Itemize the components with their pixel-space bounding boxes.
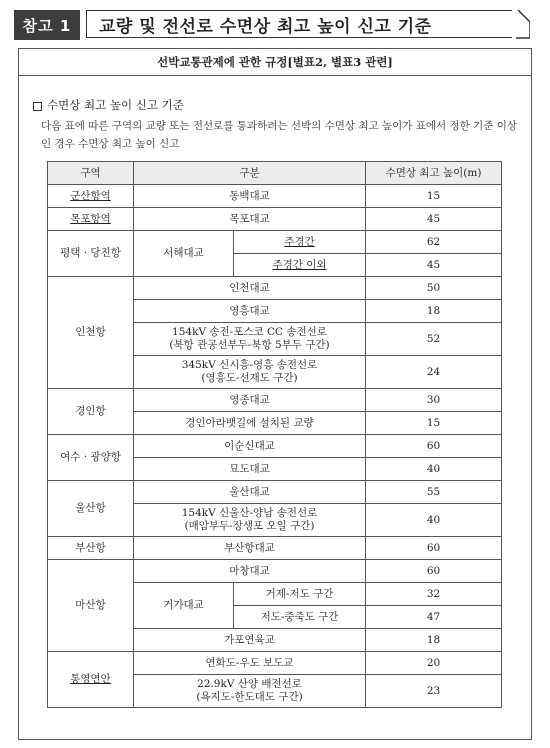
facility-cell [134, 675, 366, 708]
height-cell: 40 [366, 504, 502, 537]
content-frame [18, 48, 532, 740]
facility-cell [134, 356, 366, 389]
area-cell: 울산항 [48, 481, 134, 537]
table-row [48, 560, 502, 583]
facility-cell: 인천대교 [134, 277, 366, 300]
height-cell: 60 [366, 435, 502, 458]
table-row [48, 435, 502, 458]
section-text: 주경간 이외 [272, 258, 327, 271]
height-cell: 60 [366, 537, 502, 560]
facility-cell: 영흥대교 [134, 300, 366, 323]
facility-cell: 울산대교 [134, 481, 366, 504]
height-cell: 24 [366, 356, 502, 389]
area-cell: 부산항 [48, 537, 134, 560]
height-cell: 55 [366, 481, 502, 504]
area-cell: 마산항 [48, 560, 134, 652]
table-row [48, 389, 502, 412]
facility-cell: 목포대교 [134, 208, 366, 231]
height-cell: 32 [366, 583, 502, 606]
table-row [48, 537, 502, 560]
header-bar [14, 10, 534, 42]
col-header-type: 구분 [134, 162, 366, 185]
facility-cell: 동백대교 [134, 185, 366, 208]
reference-tag: 참고 1 [14, 10, 80, 40]
height-cell: 18 [366, 300, 502, 323]
facility-cell: 영종대교 [134, 389, 366, 412]
height-cell: 62 [366, 231, 502, 254]
col-header-area: 구역 [48, 162, 134, 185]
height-cell: 45 [366, 208, 502, 231]
height-cell: 40 [366, 458, 502, 481]
facility-cell: 이순신대교 [134, 435, 366, 458]
description-text: 다음 표에 따른 구역의 교량 또는 전선로를 통과하려는 선박의 수면상 최고 높이가 표에서 정한 기준 이상인 경우 수면상 최고 높이 신고 [41, 120, 518, 150]
facility-line: (매암부두-장생포 오일 구간) [184, 520, 315, 532]
facility-cell [134, 323, 366, 356]
height-cell: 47 [366, 606, 502, 629]
facility-line: (욕지도-한도대도 구간) [196, 691, 303, 703]
area-cell: 인천항 [48, 277, 134, 389]
facility-cell [134, 504, 366, 537]
section-cell [234, 254, 366, 277]
facility-cell: 묘도대교 [134, 458, 366, 481]
height-cell: 20 [366, 652, 502, 675]
bullet-heading [33, 97, 184, 113]
area-cell: 통영연안 [48, 652, 134, 708]
section-title: 선박교통관제에 관한 규정[별표2, 별표3 관련] [19, 49, 531, 76]
table-row [48, 231, 502, 254]
section-cell: 저도-중죽도 구간 [234, 606, 366, 629]
facility-cell: 연화도-우도 보도교 [134, 652, 366, 675]
col-header-height: 수면상 최고 높이(m) [366, 162, 502, 185]
area-cell: 여수 · 광양항 [48, 435, 134, 481]
square-bullet-icon [33, 102, 42, 111]
facility-cell: 거가대교 [134, 583, 234, 629]
section-cell: 주경간 [234, 231, 366, 254]
bullet-text: 수면상 최고 높이 신고 기준 [47, 98, 184, 112]
facility-line: 22.9kV 산양 배전선로 [197, 678, 302, 690]
facility-cell: 서해대교 [134, 231, 234, 277]
area-cell: 목포항역 [48, 208, 134, 231]
height-cell: 45 [366, 254, 502, 277]
facility-line: 154kV 송전-포스코 CC 송전선로 [172, 326, 327, 338]
table-row [48, 277, 502, 300]
folded-corner-icon [512, 10, 530, 40]
table-row [48, 652, 502, 675]
facility-cell: 마창대교 [134, 560, 366, 583]
height-cell: 23 [366, 675, 502, 708]
height-cell: 18 [366, 629, 502, 652]
table-header-row [48, 162, 502, 185]
page-title: 교량 및 전선로 수면상 최고 높이 신고 기준 [86, 10, 518, 38]
area-cell: 평택 · 당진항 [48, 231, 134, 277]
table-row [48, 481, 502, 504]
facility-cell: 경인아라뱃길에 설치된 교량 [134, 412, 366, 435]
facility-line: 154kV 신울산-양남 송전선로 [181, 507, 318, 519]
height-standard-table [47, 161, 502, 708]
area-cell: 경인항 [48, 389, 134, 435]
height-cell: 30 [366, 389, 502, 412]
height-cell: 60 [366, 560, 502, 583]
facility-line: 345kV 신시흥-영흥 송전선로 [181, 359, 318, 371]
table-row [48, 208, 502, 231]
height-cell: 50 [366, 277, 502, 300]
area-cell: 군산항역 [48, 185, 134, 208]
facility-cell: 부산항대교 [134, 537, 366, 560]
facility-cell: 가포연육교 [134, 629, 366, 652]
facility-line: (영흥도-선재도 구간) [201, 372, 298, 384]
height-cell: 15 [366, 412, 502, 435]
height-cell: 52 [366, 323, 502, 356]
section-cell: 거제-저도 구간 [234, 583, 366, 606]
table-row [48, 185, 502, 208]
facility-line: (북항 관공선부두-북항 5부두 구간) [169, 339, 330, 351]
height-cell: 15 [366, 185, 502, 208]
